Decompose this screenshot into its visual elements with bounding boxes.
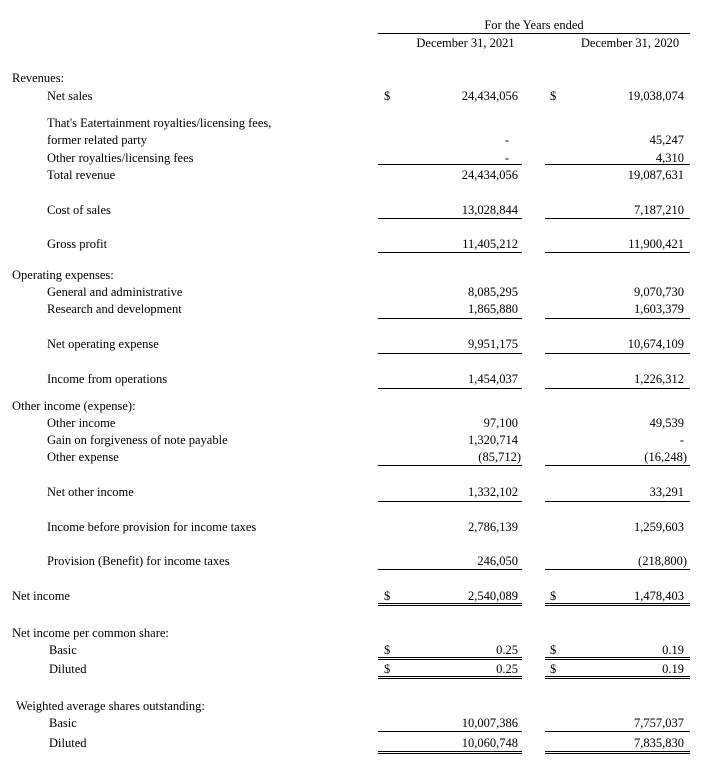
- other-expense-label: Other expense: [47, 450, 119, 464]
- income-from-operations-label: Income from operations: [47, 372, 168, 386]
- rule: [545, 501, 690, 502]
- currency-symbol: $: [384, 643, 391, 657]
- other-royalties-2021: -: [504, 151, 509, 165]
- currency-symbol: $: [384, 662, 391, 676]
- other-income-2020: 49,539: [649, 416, 684, 430]
- cost-of-sales-2020: 7,187,210: [634, 203, 684, 217]
- net-operating-expense-label: Net operating expense: [47, 337, 159, 351]
- double-rule: [378, 659, 522, 660]
- gross-profit-2021: 11,405,212: [462, 237, 518, 251]
- rule: [545, 751, 690, 752]
- rule: [545, 388, 690, 389]
- currency-symbol: $: [550, 589, 557, 603]
- provision-tax-2020: (218,800): [638, 554, 687, 568]
- eps-basic-label: Basic: [49, 643, 77, 657]
- section-other-income-label: Other income (expense):: [12, 399, 136, 413]
- eps-diluted-2020: 0.19: [662, 662, 684, 676]
- general-admin-label: General and administrative: [47, 285, 183, 299]
- rule: [378, 218, 522, 219]
- gross-profit-label: Gross profit: [47, 237, 108, 251]
- rule: [545, 353, 690, 354]
- wavg-diluted-2021: 10,060,748: [461, 736, 518, 750]
- currency-symbol: $: [550, 662, 557, 676]
- column-header-2020: December 31, 2020: [580, 36, 680, 50]
- rule: [378, 603, 522, 604]
- income-before-tax-2021: 2,786,139: [468, 520, 518, 534]
- general-admin-2020: 9,070,730: [634, 285, 684, 299]
- rule: [378, 676, 522, 677]
- currency-symbol: $: [384, 589, 391, 603]
- other-expense-2021: (85,712): [478, 450, 521, 464]
- general-admin-2021: 8,085,295: [468, 285, 518, 299]
- net-other-income-2021: 1,332,102: [468, 485, 518, 499]
- eps-basic-2021: 0.25: [496, 643, 518, 657]
- double-rule: [378, 753, 522, 754]
- rule: [378, 569, 522, 570]
- double-rule: [378, 678, 522, 679]
- double-rule: [545, 678, 690, 679]
- rule: [545, 569, 690, 570]
- rule: [378, 388, 522, 389]
- rule: [378, 252, 522, 253]
- other-income-2021: 97,100: [483, 416, 518, 430]
- other-royalties-label: Other royalties/licensing fees: [47, 151, 194, 165]
- section-operating-expenses-label: Operating expenses:: [12, 268, 114, 282]
- wavg-diluted-label: Diluted: [49, 736, 87, 750]
- net-income-label: Net income: [12, 589, 70, 603]
- other-income-label: Other income: [47, 416, 116, 430]
- rule: [545, 218, 690, 219]
- eps-basic-2020: 0.19: [662, 643, 684, 657]
- research-dev-2021: 1,865,880: [468, 302, 518, 316]
- thats-eatertainment-label-line2: former related party: [47, 133, 147, 147]
- cost-of-sales-2021: 13,028,844: [461, 203, 518, 217]
- double-rule: [545, 753, 690, 754]
- total-revenue-2020: 19,087,631: [627, 168, 684, 182]
- cost-of-sales-label: Cost of sales: [47, 203, 111, 217]
- net-operating-expense-2021: 9,951,175: [468, 337, 518, 351]
- double-rule: [545, 659, 690, 660]
- net-sales-label: Net sales: [47, 89, 93, 103]
- thats-eatertainment-2021: -: [504, 133, 509, 147]
- wavg-basic-2021: 10,007,386: [461, 716, 518, 730]
- wavg-basic-2020: 7,757,037: [634, 716, 684, 730]
- rule: [378, 657, 522, 658]
- gain-forgiveness-label: Gain on forgiveness of note payable: [47, 433, 228, 447]
- rule: [378, 164, 522, 165]
- wavg-basic-label: Basic: [49, 716, 77, 730]
- other-royalties-2020: 4,310: [655, 151, 684, 165]
- wavg-header-label: Weighted average shares outstanding:: [16, 699, 205, 713]
- net-other-income-2020: 33,291: [649, 485, 684, 499]
- column-header-2021: December 31, 2021: [416, 36, 515, 50]
- gain-forgiveness-2021: 1,320,714: [468, 433, 518, 447]
- wavg-diluted-2020: 7,835,830: [634, 736, 684, 750]
- research-dev-label: Research and development: [47, 302, 182, 316]
- rule: [545, 657, 690, 658]
- provision-tax-label: Provision (Benefit) for income taxes: [47, 554, 230, 568]
- rule: [378, 751, 522, 752]
- total-revenue-label: Total revenue: [47, 168, 116, 182]
- net-other-income-label: Net other income: [47, 485, 134, 499]
- total-revenue-2021: 24,434,056: [461, 168, 518, 182]
- rule: [545, 318, 690, 319]
- eps-diluted-2021: 0.25: [496, 662, 518, 676]
- other-expense-2020: (16,248): [644, 450, 687, 464]
- eps-diluted-label: Diluted: [49, 662, 87, 676]
- rule: [545, 465, 690, 466]
- rule: [378, 318, 522, 319]
- research-dev-2020: 1,603,379: [634, 302, 684, 316]
- gain-forgiveness-2020: -: [679, 433, 684, 447]
- period-header: For the Years ended: [484, 18, 584, 32]
- eps-header-label: Net income per common share:: [12, 626, 169, 640]
- net-sales-2021: 24,434,056: [461, 89, 518, 103]
- rule: [545, 252, 690, 253]
- income-from-operations-2021: 1,454,037: [468, 372, 518, 386]
- rule: [378, 501, 522, 502]
- section-revenues-label: Revenues:: [12, 71, 65, 85]
- double-rule: [378, 605, 522, 606]
- currency-symbol: $: [384, 89, 391, 103]
- net-income-2020: 1,478,403: [634, 589, 684, 603]
- rule: [378, 353, 522, 354]
- double-rule: [545, 605, 690, 606]
- rule: [545, 603, 690, 604]
- rule: [378, 465, 522, 466]
- thats-eatertainment-label-line1: That's Eatertainment royalties/licensing fees,: [47, 116, 272, 130]
- net-sales-2020: 19,038,074: [627, 89, 684, 103]
- rule: [545, 731, 690, 732]
- income-from-operations-2020: 1,226,312: [634, 372, 684, 386]
- net-operating-expense-2020: 10,674,109: [627, 337, 684, 351]
- provision-tax-2021: 246,050: [477, 554, 518, 568]
- rule: [545, 164, 690, 165]
- thats-eatertainment-2020: 45,247: [649, 133, 684, 147]
- header-rule: [378, 33, 690, 34]
- currency-symbol: $: [550, 643, 557, 657]
- net-income-2021: 2,540,089: [468, 589, 518, 603]
- rule: [545, 676, 690, 677]
- rule: [378, 731, 522, 732]
- currency-symbol: $: [550, 89, 557, 103]
- income-before-tax-2020: 1,259,603: [634, 520, 684, 534]
- gross-profit-2020: 11,900,421: [628, 237, 684, 251]
- income-before-tax-label: Income before provision for income taxes: [47, 520, 257, 534]
